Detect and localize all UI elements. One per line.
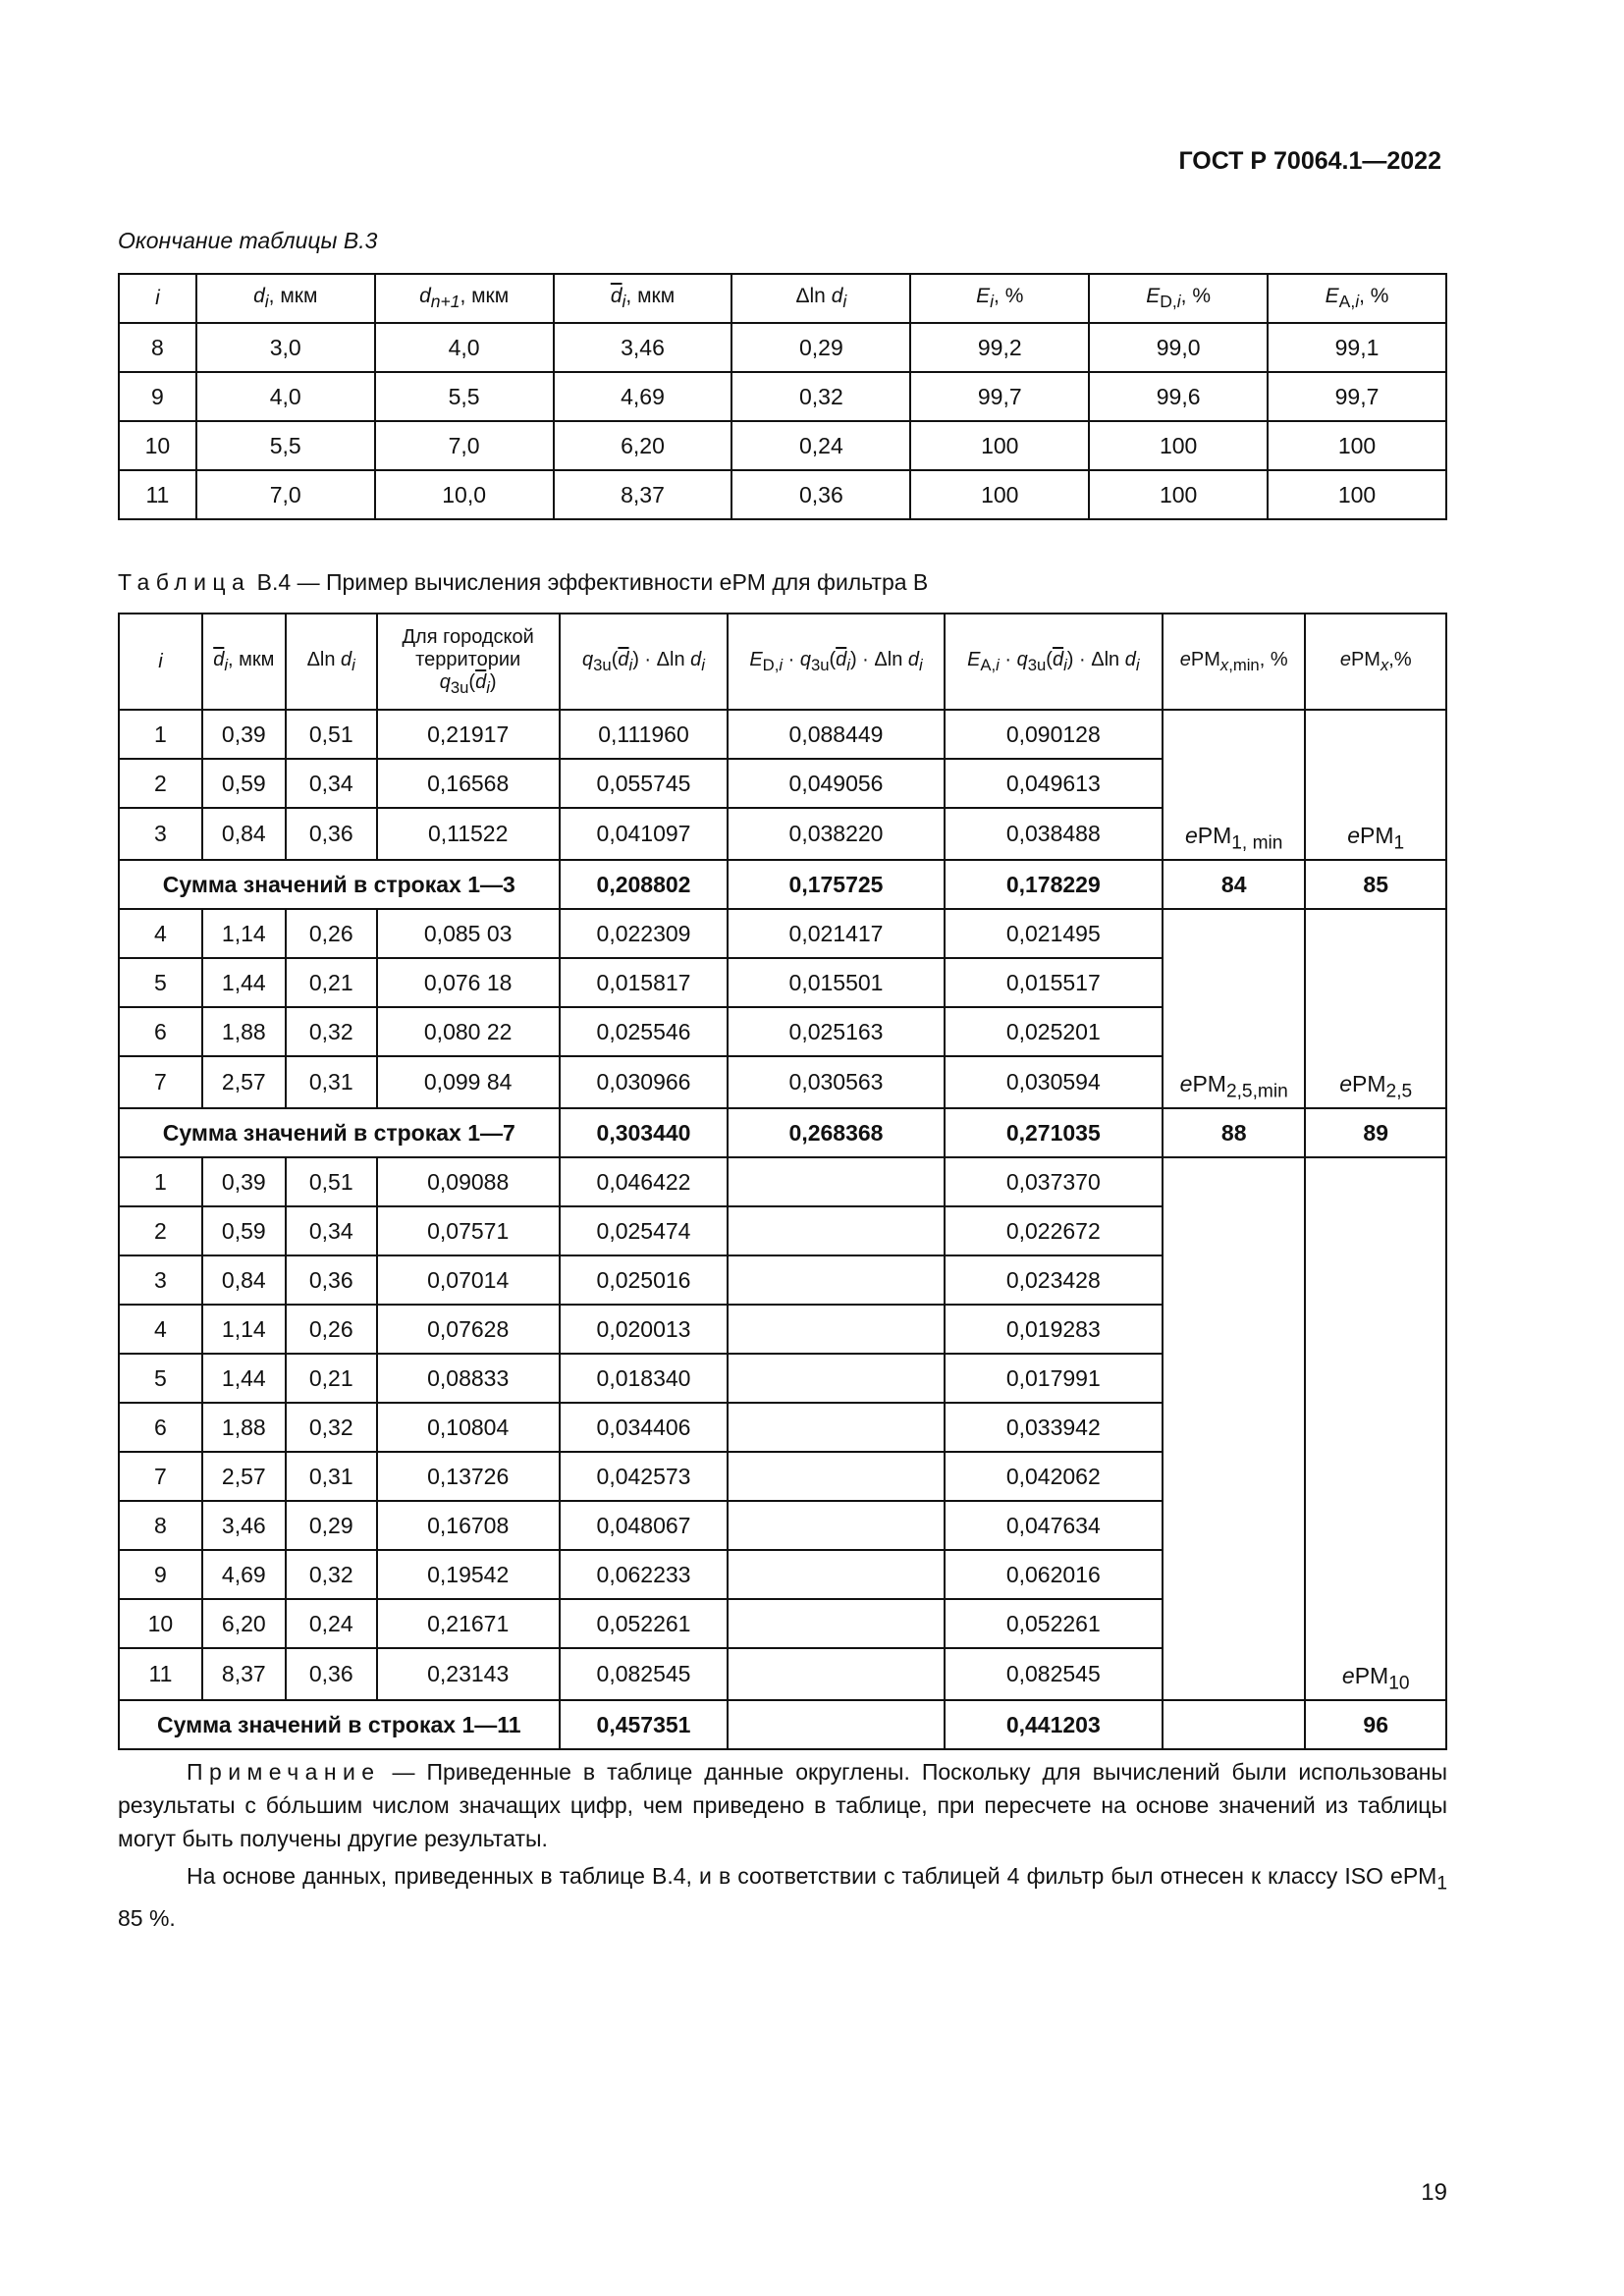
table-cell: 1,88: [202, 1403, 286, 1452]
table-cell: [1163, 1501, 1306, 1550]
header-e-d: $E_{D,i}$, %: [1089, 274, 1268, 323]
table-cell: 0,34: [286, 759, 377, 808]
caption-text: В.4 — Пример вычисления эффективности ePM для фильтра B: [256, 569, 929, 595]
sum-value: 0,268368: [728, 1108, 944, 1157]
table-cell: 100: [1268, 470, 1446, 519]
table-cell: [1305, 710, 1446, 759]
header-ed-q3u: $E_{D,i} \cdot q_{3u}(\overline{d}_i) \cdot \Delta\ln$ $d_i$: [728, 614, 944, 710]
table-cell: 0,030563: [728, 1056, 944, 1108]
table-cell: 0,31: [286, 1056, 377, 1108]
table-cell: 0,36: [286, 808, 377, 860]
table-cell: 0,018340: [560, 1354, 729, 1403]
table-cell: [1305, 1305, 1446, 1354]
header-epm: ePM$_x$,%: [1305, 614, 1446, 710]
table-b3-header-row: [119, 274, 1446, 323]
sum-value: 84: [1163, 860, 1306, 909]
table-cell: [1163, 1648, 1306, 1700]
table-cell: [728, 1550, 944, 1599]
table-cell: [1163, 710, 1306, 759]
table-cell: [1163, 1157, 1306, 1206]
table-cell: [728, 1157, 944, 1206]
table-cell: 5,5: [196, 421, 375, 470]
note-label: Примечание: [187, 1759, 381, 1785]
table-cell: 0,015817: [560, 958, 729, 1007]
table-cell: 0,037370: [945, 1157, 1163, 1206]
table-cell: 3,46: [554, 323, 732, 372]
sum-value: 0,271035: [945, 1108, 1163, 1157]
table-cell: [1163, 1403, 1306, 1452]
basis-subscript: 1: [1436, 1873, 1447, 1895]
header-d-n1: $d_{n+1}$, мкм: [375, 274, 554, 323]
table-cell: 0,26: [286, 1305, 377, 1354]
table-cell: [728, 1305, 944, 1354]
table-cell: [728, 1648, 944, 1700]
table-cell: 0,32: [286, 1007, 377, 1056]
table-cell: 0,31: [286, 1452, 377, 1501]
table-cell: [728, 1206, 944, 1255]
table-cell: 0,082545: [560, 1648, 729, 1700]
table-cell: 0,07014: [377, 1255, 560, 1305]
table-cell: 7,0: [196, 470, 375, 519]
table-row: [119, 421, 1446, 470]
epm-symbol-cell: ePM$_{1, min}$: [1163, 808, 1306, 860]
table-cell: 0,052261: [560, 1599, 729, 1648]
table-cell: 0,19542: [377, 1550, 560, 1599]
table-cell: 11: [119, 1648, 202, 1700]
table-cell: 0,29: [286, 1501, 377, 1550]
table-row: [119, 1255, 1446, 1305]
table-cell: 0,055745: [560, 759, 729, 808]
table-cell: 7: [119, 1452, 202, 1501]
table-cell: [1305, 1255, 1446, 1305]
table-cell: 99,1: [1268, 323, 1446, 372]
table-row: [119, 710, 1446, 759]
table-cell: 3: [119, 808, 202, 860]
header-ea-q3u: $E_{A,i} \cdot q_{3u}(\overline{d}_i) \cdot \Delta\ln$ $d_i$: [945, 614, 1163, 710]
header-d-mean: $\overline{d}_i$, мкм: [554, 274, 732, 323]
table-cell: 5: [119, 1354, 202, 1403]
table-cell: 100: [1268, 421, 1446, 470]
table-cell: 0,038488: [945, 808, 1163, 860]
table-cell: [1305, 759, 1446, 808]
sum-value: [728, 1700, 944, 1749]
table-cell: 100: [1089, 421, 1268, 470]
table-cell: 0,085 03: [377, 909, 560, 958]
table-cell: [728, 1354, 944, 1403]
table-cell: 0,034406: [560, 1403, 729, 1452]
table-cell: 0,099 84: [377, 1056, 560, 1108]
table-cell: 0,047634: [945, 1501, 1163, 1550]
table-cell: 0,21: [286, 1354, 377, 1403]
table-cell: 1: [119, 1157, 202, 1206]
sum-label: Сумма значений в строках 1—3: [119, 860, 560, 909]
table-row: [119, 1452, 1446, 1501]
table-cell: 0,030966: [560, 1056, 729, 1108]
table-row: [119, 1305, 1446, 1354]
sum-row: [119, 1108, 1446, 1157]
header-q3u: Для городской территории $q_{3u}(\overline{d}_i)$: [377, 614, 560, 710]
table-cell: 100: [910, 470, 1089, 519]
epm-symbol-cell: ePM$_{10}$: [1305, 1648, 1446, 1700]
table-cell: 0,080 22: [377, 1007, 560, 1056]
table-cell: 0,090128: [945, 710, 1163, 759]
table-cell: 99,0: [1089, 323, 1268, 372]
sum-value: [1163, 1700, 1306, 1749]
table-b3: [118, 273, 1447, 520]
table-cell: 0,033942: [945, 1403, 1163, 1452]
table-cell: 2,57: [202, 1452, 286, 1501]
table-cell: [1163, 958, 1306, 1007]
header-d-i: $d_i$, мкм: [196, 274, 375, 323]
table-cell: 2,57: [202, 1056, 286, 1108]
table-cell: 1,14: [202, 1305, 286, 1354]
table-cell: [1163, 1599, 1306, 1648]
table-row: [119, 1056, 1446, 1108]
table-cell: [1305, 1354, 1446, 1403]
table-row: [119, 909, 1446, 958]
table-cell: 0,36: [731, 470, 910, 519]
table-cell: [1305, 1007, 1446, 1056]
classification-paragraph: [118, 1859, 1447, 1935]
table-cell: 99,6: [1089, 372, 1268, 421]
page-number: 19: [1421, 2179, 1447, 2206]
table-cell: 0,041097: [560, 808, 729, 860]
table-cell: [1305, 1157, 1446, 1206]
sum-value: 89: [1305, 1108, 1446, 1157]
table-cell: 0,07571: [377, 1206, 560, 1255]
table-cell: 8: [119, 323, 196, 372]
table-cell: 0,16708: [377, 1501, 560, 1550]
sum-value: 0,208802: [560, 860, 729, 909]
table-row: [119, 1403, 1446, 1452]
table-cell: 0,015501: [728, 958, 944, 1007]
table-cell: 0,025016: [560, 1255, 729, 1305]
table-cell: 4,0: [196, 372, 375, 421]
table-cell: 0,023428: [945, 1255, 1163, 1305]
table-cell: [1305, 909, 1446, 958]
table-cell: 0,022672: [945, 1206, 1163, 1255]
table-cell: 0,21: [286, 958, 377, 1007]
table-cell: 0,048067: [560, 1501, 729, 1550]
sum-value: 0,457351: [560, 1700, 729, 1749]
table-cell: 99,7: [1268, 372, 1446, 421]
table-cell: 0,030594: [945, 1056, 1163, 1108]
table-cell: 1,88: [202, 1007, 286, 1056]
table-cell: 0,088449: [728, 710, 944, 759]
table-cell: 0,16568: [377, 759, 560, 808]
table-cell: 0,076 18: [377, 958, 560, 1007]
table-cell: [728, 1255, 944, 1305]
table-cell: 0,038220: [728, 808, 944, 860]
table-cell: [1163, 1354, 1306, 1403]
table-cell: [1305, 958, 1446, 1007]
table-cell: 0,08833: [377, 1354, 560, 1403]
table-row: [119, 1157, 1446, 1206]
table-cell: 0,015517: [945, 958, 1163, 1007]
table-b4-caption: [118, 569, 928, 596]
table-cell: 4: [119, 909, 202, 958]
table-cell: 6,20: [554, 421, 732, 470]
table-cell: 6: [119, 1007, 202, 1056]
table-cell: 6: [119, 1403, 202, 1452]
table-cell: 0,021417: [728, 909, 944, 958]
table-row: [119, 1648, 1446, 1700]
sum-value: 0,441203: [945, 1700, 1163, 1749]
table-row: [119, 1550, 1446, 1599]
table-cell: [1305, 1403, 1446, 1452]
table-cell: 0,046422: [560, 1157, 729, 1206]
table-cell: 0,51: [286, 1157, 377, 1206]
table-cell: 8,37: [554, 470, 732, 519]
table-cell: 0,29: [731, 323, 910, 372]
table-cell: 0,59: [202, 1206, 286, 1255]
sum-value: 0,303440: [560, 1108, 729, 1157]
table-cell: 0,10804: [377, 1403, 560, 1452]
table-cell: [1163, 1206, 1306, 1255]
table-cell: 1: [119, 710, 202, 759]
table-cell: 11: [119, 470, 196, 519]
header-d-mean: $\overline{d}_i$, мкм: [202, 614, 286, 710]
table-cell: 0,39: [202, 710, 286, 759]
table-b4-header-row: [119, 614, 1446, 710]
table-cell: 0,21671: [377, 1599, 560, 1648]
table-b3-caption: Окончание таблицы В.3: [118, 228, 378, 253]
header-dln: Δln $d_i$: [731, 274, 910, 323]
table-cell: 0,049613: [945, 759, 1163, 808]
table-cell: 0,017991: [945, 1354, 1163, 1403]
table-cell: [728, 1452, 944, 1501]
table-cell: [1305, 1206, 1446, 1255]
table-cell: 5,5: [375, 372, 554, 421]
table-b4: [118, 613, 1447, 1750]
table-cell: [1305, 1550, 1446, 1599]
table-cell: 99,7: [910, 372, 1089, 421]
table-cell: 0,24: [731, 421, 910, 470]
sum-label: Сумма значений в строках 1—11: [119, 1700, 560, 1749]
table-cell: 0,32: [286, 1550, 377, 1599]
table-row: [119, 372, 1446, 421]
table-row: [119, 470, 1446, 519]
header-dln: Δln $d_i$: [286, 614, 377, 710]
table-cell: 0,21917: [377, 710, 560, 759]
table-cell: 2: [119, 759, 202, 808]
table-row: [119, 1007, 1446, 1056]
table-cell: 0,13726: [377, 1452, 560, 1501]
document-code: ГОСТ Р 70064.1—2022: [1178, 147, 1441, 175]
sum-value: 96: [1305, 1700, 1446, 1749]
table-cell: 9: [119, 372, 196, 421]
table-cell: 1,44: [202, 1354, 286, 1403]
table-cell: 100: [1089, 470, 1268, 519]
table-row: [119, 323, 1446, 372]
table-cell: [1163, 1007, 1306, 1056]
header-q3u-dln: $q_{3u}(\overline{d}_i) \cdot \Delta\ln$ $d_i$: [560, 614, 729, 710]
table-cell: 0,082545: [945, 1648, 1163, 1700]
table-cell: 0,34: [286, 1206, 377, 1255]
table-cell: 0,09088: [377, 1157, 560, 1206]
header-i: i: [119, 614, 202, 710]
table-row: [119, 1501, 1446, 1550]
table-cell: 0,32: [731, 372, 910, 421]
table-cell: 0,59: [202, 759, 286, 808]
table-cell: 10: [119, 1599, 202, 1648]
epm-symbol-cell: ePM$_1$: [1305, 808, 1446, 860]
table-cell: 0,025474: [560, 1206, 729, 1255]
table-cell: 0,24: [286, 1599, 377, 1648]
table-cell: 0,23143: [377, 1648, 560, 1700]
note-text: — Приведенные в таблице данные округлены. Поскольку для вычислений были использованы результаты с бóльшим числом значащих цифр, чем приведено в таблице, при пересчете на основе значений из таблицы могут быть получены другие результаты.: [118, 1759, 1447, 1851]
table-cell: 0,84: [202, 808, 286, 860]
table-cell: 7: [119, 1056, 202, 1108]
table-cell: 7,0: [375, 421, 554, 470]
table-cell: 4,69: [554, 372, 732, 421]
table-cell: 0,021495: [945, 909, 1163, 958]
table-cell: [1163, 1550, 1306, 1599]
table-cell: 2: [119, 1206, 202, 1255]
table-cell: 10,0: [375, 470, 554, 519]
epm-symbol-cell: ePM$_{2,5,min}$: [1163, 1056, 1306, 1108]
table-row: [119, 958, 1446, 1007]
table-cell: 4,0: [375, 323, 554, 372]
table-row: [119, 808, 1446, 860]
table-cell: 0,062016: [945, 1550, 1163, 1599]
sum-value: 85: [1305, 860, 1446, 909]
header-i: i: [119, 274, 196, 323]
table-cell: 4,69: [202, 1550, 286, 1599]
table-cell: [1163, 1255, 1306, 1305]
table-cell: 0,019283: [945, 1305, 1163, 1354]
table-cell: [1163, 759, 1306, 808]
table-row: [119, 1206, 1446, 1255]
table-cell: 1,14: [202, 909, 286, 958]
table-cell: 0,11522: [377, 808, 560, 860]
sum-value: 0,178229: [945, 860, 1163, 909]
table-cell: 0,36: [286, 1648, 377, 1700]
table-cell: 0,042062: [945, 1452, 1163, 1501]
sum-label: Сумма значений в строках 1—7: [119, 1108, 560, 1157]
table-cell: 0,36: [286, 1255, 377, 1305]
table-cell: 10: [119, 421, 196, 470]
epm-symbol-cell: ePM$_{2,5}$: [1305, 1056, 1446, 1108]
sum-value: 0,175725: [728, 860, 944, 909]
table-cell: [728, 1403, 944, 1452]
table-cell: 6,20: [202, 1599, 286, 1648]
table-cell: 0,51: [286, 710, 377, 759]
table-cell: 100: [910, 421, 1089, 470]
table-cell: 0,025163: [728, 1007, 944, 1056]
table-cell: [1305, 1599, 1446, 1648]
table-cell: 0,84: [202, 1255, 286, 1305]
caption-word: Таблица: [118, 569, 251, 595]
table-cell: 0,042573: [560, 1452, 729, 1501]
table-cell: 0,025546: [560, 1007, 729, 1056]
table-cell: 3,0: [196, 323, 375, 372]
basis-text: На основе данных, приведенных в таблице В.4, и в соответствии с таблицей 4 фильтр был отнесен к классу ISO ePM: [187, 1863, 1437, 1889]
table-cell: 9: [119, 1550, 202, 1599]
table-cell: 0,32: [286, 1403, 377, 1452]
table-cell: [1305, 1501, 1446, 1550]
table-cell: 0,111960: [560, 710, 729, 759]
table-cell: 0,049056: [728, 759, 944, 808]
table-cell: 99,2: [910, 323, 1089, 372]
table-cell: [1163, 1452, 1306, 1501]
header-e-a: $E_{A,i}$, %: [1268, 274, 1446, 323]
table-cell: 5: [119, 958, 202, 1007]
table-cell: 0,062233: [560, 1550, 729, 1599]
table-row: [119, 1354, 1446, 1403]
table-cell: 8: [119, 1501, 202, 1550]
table-cell: [728, 1501, 944, 1550]
sum-row: [119, 860, 1446, 909]
table-cell: 0,26: [286, 909, 377, 958]
table-cell: 0,07628: [377, 1305, 560, 1354]
table-cell: [1163, 909, 1306, 958]
table-cell: 0,39: [202, 1157, 286, 1206]
table-note: [118, 1755, 1447, 1855]
table-cell: 0,020013: [560, 1305, 729, 1354]
table-cell: [1163, 1305, 1306, 1354]
table-cell: 3,46: [202, 1501, 286, 1550]
table-cell: 0,022309: [560, 909, 729, 958]
header-e-i: $E_i$, %: [910, 274, 1089, 323]
table-cell: 0,025201: [945, 1007, 1163, 1056]
table-cell: 3: [119, 1255, 202, 1305]
table-row: [119, 759, 1446, 808]
table-cell: 8,37: [202, 1648, 286, 1700]
sum-value: 88: [1163, 1108, 1306, 1157]
header-epm-min: ePM$_{x,min}$, %: [1163, 614, 1306, 710]
table-cell: [1305, 1452, 1446, 1501]
basis-tail: 85 %.: [118, 1904, 176, 1931]
table-cell: 1,44: [202, 958, 286, 1007]
table-cell: 0,052261: [945, 1599, 1163, 1648]
table-cell: [728, 1599, 944, 1648]
table-cell: 4: [119, 1305, 202, 1354]
sum-row: [119, 1700, 1446, 1749]
table-row: [119, 1599, 1446, 1648]
